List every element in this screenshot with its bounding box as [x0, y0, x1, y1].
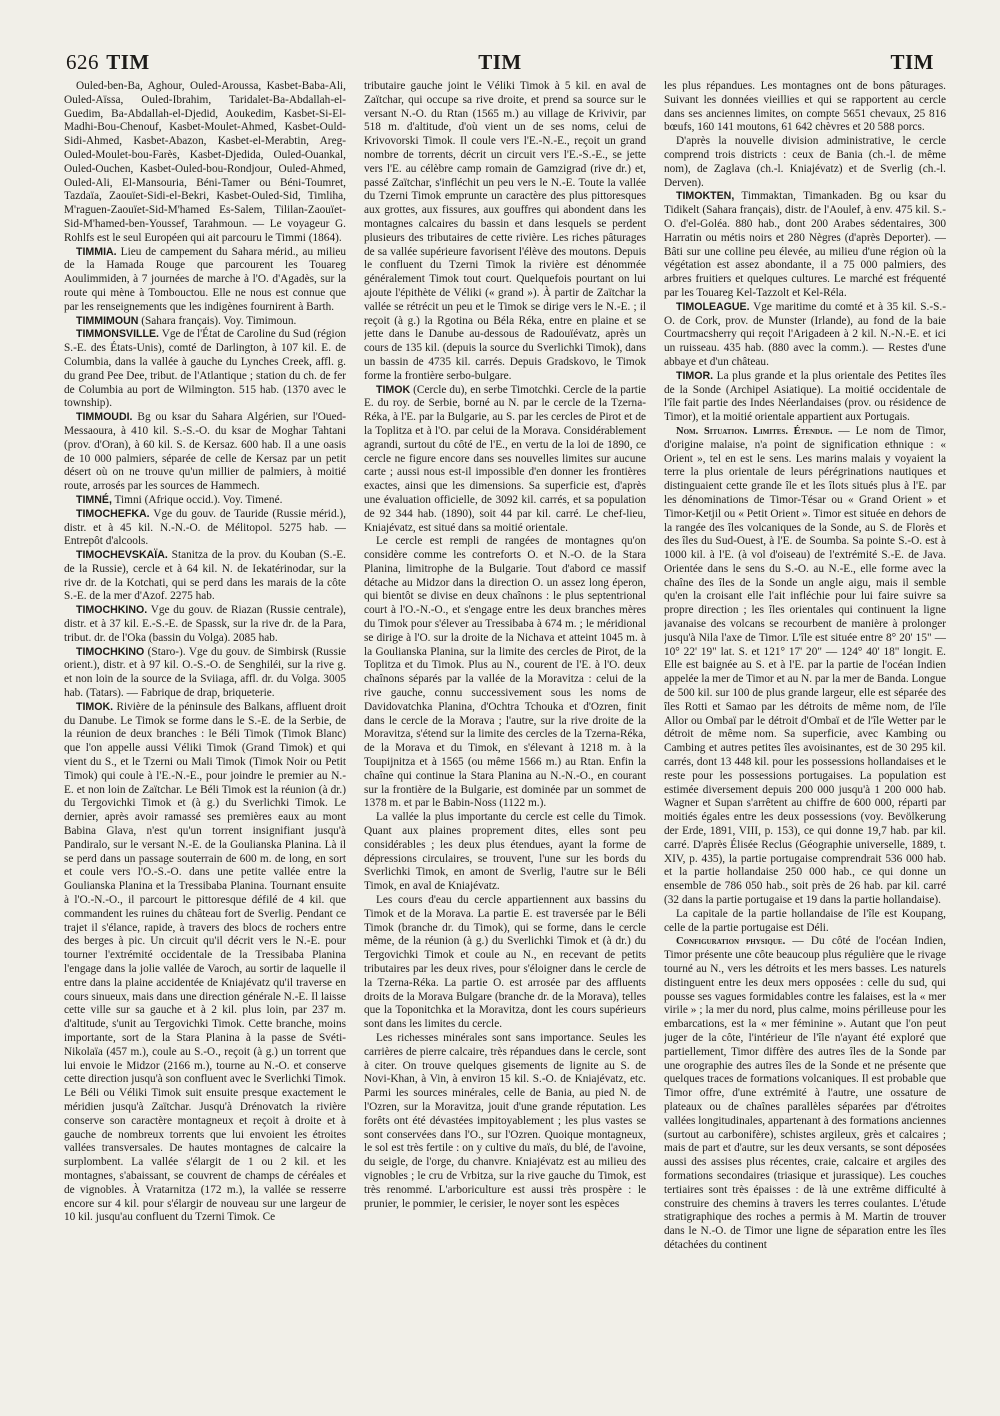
dictionary-entry — [64, 646, 346, 701]
section-paragraph — [664, 935, 946, 1252]
paragraph-text: Vge du gouv. de Tauride (Russie mérid.), distr. et à 45 kil. N.-N.-O. de Mélitopol. 5275 hab. — Entrepôt d'alcools. — [64, 507, 346, 548]
body-paragraph — [664, 80, 946, 135]
body-paragraph — [364, 894, 646, 1032]
dictionary-entry — [64, 246, 346, 315]
dictionary-entry — [364, 384, 646, 536]
paragraph-text: D'après la nouvelle division administrative, le cercle comprend trois districts : ceux de Bania (ch.-l. de même nom), de Zaglava (ch.-l. Kniajévatz) et de Sverlig (ch.-l. Derven). — [664, 135, 946, 189]
paragraph-text: Timmaktan, Timankaden. Bg ou ksar du Tidikelt (Sahara français), distr. de l'Aoulef, à env. 475 kil. S.-O. d'el-Goléa. 880 hab., dont 200 Arabes sédentaires, 300 Harratin ou métis noirs et 280 Nègres (d'après Deporter). — Bâti sur une colline peu élevée, au milieu d'une région où la végétation est assez abondante, il a 75 000 palmiers, des arbres fruitiers et quelques cultures. Le marché est fréquenté par les Touareg Kel-Tazzolt et Kel-Réla. — [664, 190, 946, 299]
entry-headword: TIMMONSVILLE. — [76, 328, 159, 341]
body-paragraph — [664, 908, 946, 936]
column-left — [64, 80, 346, 1380]
paragraph-text: Bg ou ksar du Sahara Algérien, sur l'Oued-Messaoura, à 410 kil. S.-S.-O. du ksar de Moghar Tahtani (prov. d'Oran), à 60 kil. S. de Kersaz. 600 hab. Il a une oasis de 10 000 palmiers, séparée de celle de Kersaz par un petit désert où on ne trouve qu'un millier de palmiers, à moitié route, arrosés par les sources de Hammech. — [64, 411, 346, 493]
paragraph-text: Vge de l'État de Caroline du Sud (région S.-E. des États-Unis), comté de Darlington, à 107 kil. E. de Columbia, dans la vallée à gauche du Lynches Creek, affl. g. du grand Pee Dee, tribut. de l'Atlantique ; station du ch. de fer de Columbia au port de Wilmington. 515 hab. (1370 avec le township). — [64, 328, 346, 410]
dictionary-entry — [64, 328, 346, 411]
entry-headword: TIMOKTEN, — [676, 190, 735, 203]
dictionary-entry — [664, 301, 946, 370]
body-paragraph — [364, 811, 646, 894]
dictionary-entry — [64, 494, 346, 508]
dictionary-entry — [64, 508, 346, 549]
section-lead: Nom. Situation. Limites. Étendue. — [676, 425, 833, 437]
header-center-word: TIM — [478, 50, 522, 74]
dictionary-entry — [664, 370, 946, 425]
dictionary-entry — [64, 604, 346, 645]
entry-headword: TIMOCHEVSKAÏA. — [76, 549, 168, 562]
section-paragraph — [664, 425, 946, 908]
page-number: 626 — [66, 50, 99, 74]
paragraph-text: tributaire gauche joint le Véliki Timok à 5 kil. en aval de Zaïtchar, qui occupe sa rive droite, et prend sa source sur le versant N.-O. du Rtan (1565 m.) au village de Krivivir, par 518 m. d'altitude, d'où vient un de ses noms, celui de Krivovorski Timok. Il coule vers l'E.-N.-E., reçoit un grand nombre de torrents, décrit un circuit vers l'E.-S.-E., se jette vers l'E. au célèbre camp romain de Gamzigrad (rive dr.) et, passé Zaïtchar, s'infléchit un peu vers le N.-E. Toute la vallée du Tzerni Timok emprunte un caractère des plus pittoresques aux grottes, aux fissures, aux gouffres qui abondent dans les montagnes calcaires du bassin et dans lesquels se perdent plusieurs des tributaires de cette rivière. Les riches pâturages de sa vallée supérieure favorisent l'élève des moutons. Depuis le confluent du Tzerni Timok la rivière est dénommée généralement Timok tout court. Quelquefois pourtant on lui ajoute l'épithète de Véliki (« grand »). À partir de Zaïtchar la vallée se rétrécit un peu et le Timok se dirige vers le N.-E. ; il reçoit (à g.) la Rgotina ou Béla Réka, entre en plaine et se jette dans le Danube au-dessous de Radouïévatz, après un cours de 135 kil. (depuis la source du Sverlichki Timok), dans un bassin de 4735 kil. carrés. Depuis Gradskovo, le Timok forme la frontière serbo-bulgare. — [364, 80, 646, 382]
header-right-word: TIM — [890, 50, 934, 74]
paragraph-text: Stanitza de la prov. du Kouban (S.-E. de la Russie), cercle et à 64 kil. N. de Iekatérinodar, sur la rive dr. de la Kotchati, qui se perd dans les marais de la côte S.-E. de la mer d'Azof. 2275 hab. — [64, 549, 346, 603]
dictionary-entry — [64, 411, 346, 494]
paragraph-text: La plus grande et la plus orientale des Petites îles de la Sonde (Archipel Asiatique). La moitié occidentale de l'île fait partie des Indes Néerlandaises (prov. ou résidence de Timor), et la moitié orientale appartient aux Portugais. — [664, 369, 946, 424]
entry-headword: TIMNÉ, — [76, 493, 112, 506]
paragraph-text: (Sahara français). Voy. Timimoun. — [141, 314, 297, 327]
body-paragraph — [64, 80, 346, 246]
paragraph-text: (Staro-). Vge du gouv. de Simbirsk (Russie orient.), distr. et à 97 kil. O.-S.-O. de Senghiléi, sur la rive g. et non loin de la source de la Sviiaga, affl. dr. du Volga. 3005 hab. (Tatars). — Fabrique de drap, briqueterie. — [64, 645, 346, 700]
running-header — [64, 50, 936, 74]
entry-headword: TIMOCHKINO. — [76, 604, 148, 617]
entry-headword: TIMOCHKINO — [76, 645, 145, 658]
paragraph-text: Le cercle est rempli de rangées de montagnes qu'on considère comme les contreforts O. et N.-O. de la Stara Planina, limitrophe de la Bulgarie. Tout d'abord ce massif détache au Midzor dans la direction O. un assez long éperon, qui bientôt se divise en deux chaînons : le plus septentrional court à l'O.-N.-O., et s'engage entre les deux branches mères du Timok pour s'élever au Tressibaba à 674 m. ; le méridional se dirige à l'O. sur la droite de la Nichava et atteint 1045 m. à la Goulianska Planina, sur la limite des cercles de Pirot, de la Toplitza et du Timok. Plus au N., courent de l'E. à l'O. deux chaînons séparés par la vallée de la Moravitza : celui de la rive gauche, connu successivement sous les noms de Davidovatchka Planina, d'Ochtra Tchouka et d'Ozren, finit dans le cercle de la Morava ; l'autre, sur la rive droite de la Moravitza, s'étend sur la limite des cercles de la Tzerna-Réka, de la Morava et du Timok, en s'élevant à 1218 m. à la Toupijnitza et à 1565 (ou même 1566 m.) au Rtan. Enfin la chaîne qui continue la Stara Planina au N.-N.-O., en courant sur la frontière de la Bulgarie, est dominée par un sommet de 1378 m. et par le Babin-Noss (1122 m.). — [364, 535, 646, 810]
column-middle — [364, 80, 646, 1380]
header-left-word: TIM — [106, 50, 150, 74]
body-paragraph — [364, 1032, 646, 1211]
entry-headword: TIMOR. — [676, 369, 714, 382]
paragraph-text: La vallée la plus importante du cercle est celle du Timok. Quant aux plaines proprement dites, elles sont peu considérables ; les deux plus étendues, ayant la forme de dépressions circulaires, se trouvent, l'une sur les bords du Sverlichki Timok, en amont de Sverlig, l'autre sur le Béli Timok, en aval de Kniajévatz. — [364, 811, 646, 893]
entry-headword: TIMMIA. — [76, 245, 117, 258]
entry-headword: TIMOLEAGUE. — [676, 300, 750, 313]
paragraph-text: Vge maritime du comté et à 35 kil. S.-S.-O. de Cork, prov. de Munster (Irlande), au fond de la baie Courtmacsherry qui reçoit l'Arigadeen à 2 kil. N.-N.-E. et ici un ruisseau. 435 hab. (880 avec la comm.). — Restes d'une abbaye et d'un château. — [664, 300, 946, 368]
paragraph-text: (Cercle du), en serbe Timotchki. Cercle de la partie E. du roy. de Serbie, borné au N. par le cercle de la Tzerna-Réka, à l'E. par la Bulgarie, au S. par les cercles de Pirot et de la Toplitza et à l'O. par celui de la Morava. Considérablement agrandi, surtout du côté de l'E., en vertu de la loi de 1890, ce cercle ne figure encore dans ses nouvelles limites sur aucune carte ; aussi nous est-il impossible d'en donner les frontières exactes, ainsi que les dimensions. Sa superficie est, d'après une évaluation officielle, de 3092 kil. carrés, et sa population de 92 344 hab. (1890), soit 44 par kil. carré. Le chef-lieu, Kniajévatz, est situé dans sa moitié orientale. — [364, 383, 646, 534]
paragraph-text: Les cours d'eau du cercle appartiennent aux bassins du Timok et de la Morava. La partie E. est traversée par le Béli Timok (branche dr. du Timok), qui se forme, dans le cercle même, de la réunion (à g.) du Sverlichki Timok et (à dr.) du Tergovichki Timok et coule au N., en recevant de petits tributaires par les deux rives, pour s'éloigner dans le cercle de la Tzerna-Réka. La partie O. est arrosée par des affluents droits de la Morava Bulgare (branche dr. de la Morava), telles que la Toponitchka et la Moravitza, dont les cours supérieurs sont dans les limites du cercle. — [364, 894, 646, 1031]
paragraph-text: les plus répandues. Les montagnes ont de bons pâturages. Suivant les données vieillies et qui se rapportent au cercle dans ses anciennes limites, on compte 5651 chevaux, 25 816 bœufs, 160 141 moutons, 61 642 chèvres et 20 588 porcs. — [664, 80, 946, 134]
text-columns — [64, 80, 946, 1380]
entry-headword: TIMMIMOUN — [76, 314, 139, 327]
body-paragraph — [364, 80, 646, 384]
paragraph-text: Vge du gouv. de Riazan (Russie centrale), distr. et à 37 kil. E.-S.-E. de Spassk, sur la rive dr. de la Para, tribut. dr. de l'Oka (bassin du Volga). 2085 hab. — [64, 604, 346, 644]
paragraph-text: Lieu de campement du Sahara mérid., au milieu de la Hamada Rouge que parcourent les Touareg Aoulimmiden, à 7 journées de marche à l'O. d'Agadès, sur la route qui mène à Tombouctou. Elle ne nous est connue que par les renseignements que les indigènes fournirent à Barth. — [64, 245, 346, 313]
dictionary-entry — [64, 315, 346, 329]
paragraph-text: La capitale de la partie hollandaise de l'île est Koupang, celle de la partie portugaise est Déli. — [664, 907, 946, 934]
dictionary-entry — [64, 701, 346, 1225]
paragraph-text: Ouled-ben-Ba, Aghour, Ouled-Aroussa, Kasbet-Baba-Ali, Ouled-Aïssa, Ouled-Ibrahim, Taridalet-Ba-Abdallah-el-Guedim, Ba-Abdallah-el-Djedid, Aoukedim, Kasbet-Si-El-Madhi-Bou-Chenouf, Kasbet-Moulet-Ahmed, Kasbet-Ould-Sidi-Ahmed, Kasbet-Abazon, Kasbet-el-Merabtin, Areg-Ouled-Moulet-bou-Farès, Kasbet-Djedida, Ouled-Ouankal, Ouled-Ouchen, Kasbet-Ouled-bou-Rondjour, Ouled-Ahmed, Ouled-Ali, El-Mansouria, Béni-Tamer ou Béni-Toumret, Tazdaïa, Zaouïet-Sidi-el-Bekri, Kasbet-Ouled-Sid, Timliha, M'raguen-Zaouïet-Sid-M'hamed Es-Salem, Tililan-Zaouïet-Sid-M'hamed-ben-Youssef, Tarahmoun. — Le voyageur G. Rohlfs est le seul Européen qui ait parcouru le Timmi (1864). — [64, 80, 346, 244]
paragraph-text: Les richesses minérales sont sans importance. Seules les carrières de pierre calcaire, très répandues dans le cercle, sont à citer. On trouve quelques gisements de lignite au S. de Novi-Khan, à Vin, à environ 15 kil. S.-O. de Kniajévatz, etc. Parmi les sources minérales, celle de Bania, au pied N. de l'Ozren, sur la Moravitza, jouit d'une grande réputation. Les forêts ont été dévastées impitoyablement ; les plus vastes se sont conservées dans l'O., sur l'Ozren. Quoique montagneux, le sol est très fertile : on y cultive du maïs, du blé, de l'avoine, du seigle, de l'orge, du chanvre. Kniajévatz est au milieu des vignobles ; le cru de Vrbitza, sur la rive gauche du Timok, est très renommé. L'arboriculture est aussi très prospère : le prunier, le pommier, le cerisier, le noyer sont les espèces — [364, 1031, 646, 1210]
paragraph-text: Timni (Afrique occid.). Voy. Timené. — [114, 493, 283, 506]
entry-headword: TIMOK. — [76, 700, 114, 713]
dictionary-entry — [664, 190, 946, 300]
paragraph-text: — Du côté de l'océan Indien, Timor présente une côte beaucoup plus régulière que le rivage tourné au N., vers les détroits et les mers basses. Les naturels distinguent entre les deux mers opposées : celle du sud, qui pousse ses vagues formidables contre les falaises, est la « mer virile » ; la mer du nord, plus calme, moins périlleuse pour les embarcations, est la « mer féminine ». Autant que l'on peut juger de la côte, l'intérieur de l'île n'ayant été exploré que partiellement, Timor diffère des autres îles de la Sonde par une orographie des autres îles de la Sonde et ne présente que quelques traces de formations volcaniques. Il est probable que Timor offre, d'une extrémité à l'autre, une ossature de plateaux ou de chaînes parallèles séparées par d'étroites vallées longitudinales, appartenant à des formations anciennes (surtout au carbonifère), schistes argileux, grès et calcaires ; mais de part et d'autre, sur les deux versants, se sont déposées aussi des assises plus récentes, craie, calcaire et argiles des formations secondaires (triasique et jurassique). Les couches tertiaires sont très épaisses : de là une extrême difficulté à construire des chemins à travers les terres coulantes. L'étude stratigraphique des roches a permis à M. Martin de trouver dans le N.-O. de Timor une ligne de séparation entre les îles détachées du continent — [664, 935, 946, 1251]
section-lead: Configuration physique. — [676, 936, 786, 948]
body-paragraph — [664, 135, 946, 190]
entry-headword: TIMMOUDI. — [76, 411, 133, 424]
entry-headword: TIMOK — [376, 383, 411, 396]
paragraph-text: — Le nom de Timor, d'origine malaise, n'a point de signification ethnique : « Orient », tel en est le sens. Les marins malais y voyaient la terre la plus orientale de leurs pérégrinations nautiques et distinguaient cette grande île et les îlots situés plus à l'E. par les dénominations de Timor-Tésar ou « Grand Orient » et Timor-Ketjil ou « Petit Orient ». Timor est située en dehors de la rangée des îles volcaniques de la Sonde, au S. de Florès et des îles du Sud-Ouest, à l'E. de Soumba. Sa pointe S.-O. est à 1000 kil. à l'E. (à vol d'oiseau) de l'extrémité S.-E. de Java. Orientée dans le sens du S.-O. au N.-E., elle forme avec la chaîne des îles de la Sonde un angle aigu, mais il semble qu'en la croisant elle l'ait infléchie pour lui faire suivre sa propre direction ; les îles orientales qui continuent la ligne javanaise des volcans se recourbent de manière à prolonger jusqu'à Nila l'axe de Timor. L'île est située entre 8° 20' 15" — 10° 22' 19" lat. S. et 121° 17' 20" — 124° 40' 18" longit. E. Elle est baignée au S. et à l'E. par la partie de l'océan Indien appelée la mer de Timor et au N. par la mer de Banda. Longue de 500 kil. sur 100 de plus grande largeur, elle est séparée des îles Rotti et Samao par les détroits de même nom, de l'île Allor ou Ombaï par le détroit d'Ombaï et de l'île Wetter par le détroit de même nom. Sa superficie, avec Kambing ou Cambing et autres petites îles avoisinantes, est de 30 295 kil. carrés, dont 13 448 kil. pour les possessions hollandaises et le reste pour les possessions portugaises. La population est estimée diversement depuis 200 000 jusqu'à 1 200 000 hab. Wagner et Supan s'arrêtent au chiffre de 600 000, réparti par moitiés égales entre les deux possessions (voy. Bevölkerung der Erde, 1891, VIII, p. 153), ce qui donne 19,7 hab. par kil. carré. D'après Élisée Reclus (Géographie universelle, 1889, t. XIV, p. 435), la partie portugaise comprendrait 536 000 hab. et la partie hollandaise 250 000 hab., ce qui donne un ensemble de 786 050 hab., soit près de 26 hab. par kil. carré (32 dans la partie portugaise et 19 dans la partie hollandaise). — [664, 424, 946, 907]
paragraph-text: Rivière de la péninsule des Balkans, affluent droit du Danube. Le Timok se forme dans le S.-E. de la Serbie, de la réunion de deux branches : le Béli Timok (Timok Blanc) que l'on appelle aussi Véliki Timok (Grand Timok) et qui vient du S., et le Tzerni ou Mali Timok (Timok Noir ou Petit Timok) qui coule à l'E.-N.-E., pour joindre le premier au N.-E. et non loin de Zaïtchar. Le Béli Timok est la réunion (à dr.) du Tergovichki Timok et (à g.) du Sverlichki Timok. Le dernier, après avoir ramassé ses premières eaux au mont Babina Glava, n'est qu'un torrent insignifiant jusqu'à Pandiralo, sur le versant N.-E. de la Goulianska Planina. Là il se perd dans un passage souterrain de 600 m. de long, en sort et coule vers l'O.-S.-O. dans une petite vallée entre la Goulianska Planina et la Tressibaba Planina. Tournant ensuite à l'O.-N.-O., il parcourt le pittoresque défilé de 4 kil. que commandent les ruines du château fort de Sverlig. Pendant ce trajet il s'élance, rapide, à travers des blocs de rochers entre des berges à pic. Un circuit qu'il décrit vers le N.-E. pour tourner l'extrémité occidentale de la Tressibaba Planina l'engage dans la jolie vallée de Varoch, au sortir de laquelle il entre dans la plaine accidentée de Kniajévatz qu'il traverse en cours sinueux, mais dans une direction générale N.-E. Il laisse cette ville sur sa gauche et à 2 kil. plus loin, par 237 m. d'altitude, s'unit au Tergovichki Timok. Cette branche, moins importante, sort de la Stara Planina à la passe de Svéti-Nikolaïa (457 m.), coule au S.-O., reçoit (à g.) un torrent que lui envoie le Midzor (2166 m.), tourne au N.-O. et conserve cette direction jusqu'à son confluent avec le Sverlichki Timok. Le Béli ou Véliki Timok suit ensuite presque exactement le méridien jusqu'à Zaïtchar. Jusqu'à Drénovatch la rivière conserve son caractère montagneux et reçoit à droite et à gauche de nombreux torrents que lui envoient les étroites vallées transversales. De hautes montagnes de calcaire la surplombent. La vallée s'élargit de 1 ou 2 kil. et les montagnes, s'abaissant, se couvrent de champs de céréales et de vignobles. À Vratarnitza (172 m.), la vallée se resserre encore sur 4 kil. pour s'élargir de nouveau sur une largeur de 10 kil. jusqu'au confluent du Tzerni Timok. Ce — [64, 700, 346, 1224]
dictionary-entry — [64, 549, 346, 604]
entry-headword: TIMOCHEFKA. — [76, 507, 150, 520]
column-right — [664, 80, 946, 1380]
body-paragraph — [364, 535, 646, 811]
